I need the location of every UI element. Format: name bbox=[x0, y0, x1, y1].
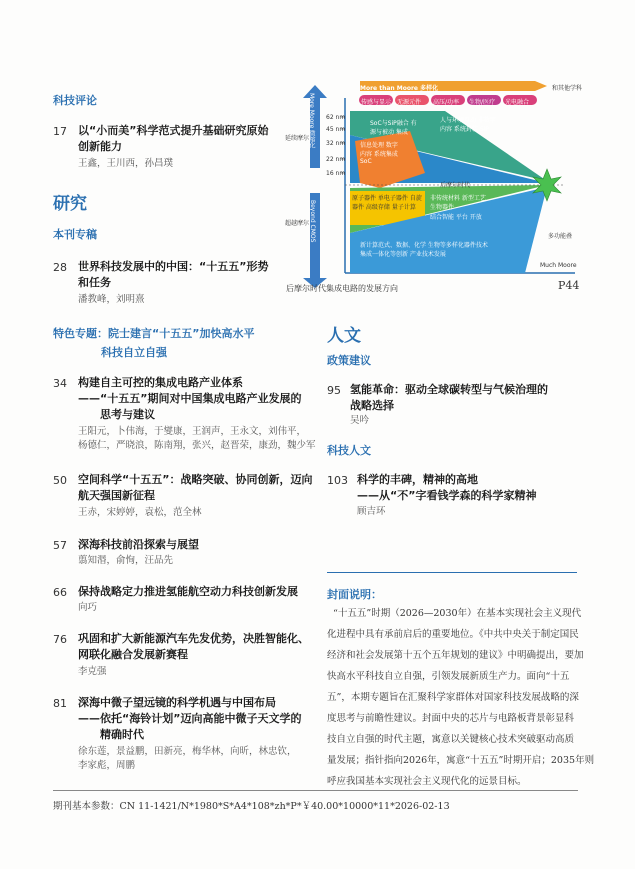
article-number: 76 bbox=[53, 633, 67, 646]
article-authors: 吴吟 bbox=[350, 415, 370, 426]
article-title[interactable]: 科学的丰碑，精神的高地 ——从“不”字看钱学森的科学家精神 bbox=[357, 473, 537, 502]
section-special-topic: 特色专题：院士建言“十五五”加快高水平 科技自立自强 bbox=[53, 327, 255, 359]
section-research: 研究 bbox=[53, 194, 87, 214]
tick-label: 45 nm bbox=[326, 126, 346, 133]
article-title[interactable]: 巩固和扩大新能源汽车先发优势，决胜智能化、 网联化融合发展新赛程 bbox=[78, 632, 309, 661]
figure-caption: 后摩尔时代集成电路的发展方向 bbox=[286, 284, 398, 293]
article-authors: 王阳元，卜伟海，于燮康，王润声，王永文，刘伟平， 杨德仁，严晓浪，陈南翔，张兴，赵晋荣，康劲，魏少军 bbox=[78, 426, 316, 451]
section-humanities: 人文 bbox=[327, 326, 361, 346]
cover-line: 五”，本期专题旨在汇聚科学家群体对国家科技发展战略的深 bbox=[327, 692, 579, 703]
section-policy: 政策建议 bbox=[327, 354, 371, 367]
article-authors: 王鑫，王川西，孙昌璞 bbox=[78, 158, 174, 169]
cover-line: 呼应我国基本实现社会主义现代化的远景目标。 bbox=[327, 776, 527, 787]
orange-block-label: 信息处理 数字内容 系统集成 SoC bbox=[360, 142, 398, 165]
article-number: 81 bbox=[53, 697, 67, 710]
article-authors: 潘教峰，刘明熹 bbox=[78, 294, 145, 305]
article-authors: 顾吉环 bbox=[357, 506, 386, 517]
green-block-label: 人与环境互动 非数字内容 系统封装 SiP bbox=[440, 117, 496, 133]
article-number: 57 bbox=[53, 539, 67, 552]
blue-block-label: SoC与SiP融合 有源与被动 集成 bbox=[370, 120, 417, 136]
section-tech-review: 科技评论 bbox=[53, 94, 97, 107]
article-title[interactable]: 深海科技前沿探索与展望 bbox=[78, 538, 199, 551]
yellow-block-label: 原子器件 单电子器件 自旋器件 高级存储 量子计算 bbox=[352, 195, 422, 211]
blue-bottom-label: 新计算范式、数据、化学 生物等多样化器件技术 集成一体化等创新 产业技术发展 bbox=[360, 242, 488, 258]
pill-label: 光电融合 bbox=[505, 99, 530, 106]
x-right-label: Much Moore bbox=[540, 262, 577, 269]
blue-block-label-2: 非传统材料 新型工艺 生物器件 bbox=[430, 195, 486, 211]
right-top-label: 和其他学科 bbox=[552, 85, 583, 92]
footer-rule bbox=[53, 790, 578, 791]
cover-line: 经济和社会发展第十五个五年规划的建议》中明确提出，要加 bbox=[327, 650, 584, 661]
x-mid-label: 多功能叠 bbox=[548, 233, 573, 240]
article-authors: 徐东莲，景益鹏，田新亮，梅华林，向昕，林忠钦， 李家彪，周鹏 bbox=[78, 746, 297, 771]
article-number: 28 bbox=[53, 261, 67, 274]
top-arrow-label: More than Moore 多样化 bbox=[360, 85, 439, 92]
pill-label: 高压/功率 bbox=[433, 99, 460, 106]
article-number: 34 bbox=[53, 377, 67, 390]
article-authors: 李克强 bbox=[78, 666, 107, 677]
article-authors: 王赤，宋婷婷，袁松，范全林 bbox=[78, 507, 202, 518]
article-title[interactable]: 以“小而美”科学范式提升基础研究原始 创新能力 bbox=[78, 124, 269, 153]
cover-line: 化进程中具有承前启后的重要地位。《中共中央关于制定国民 bbox=[327, 629, 579, 640]
article-title[interactable]: 世界科技发展中的中国：“十五五”形势 和任务 bbox=[78, 260, 269, 289]
vertical-label: More Moore 微缩化 bbox=[308, 93, 315, 149]
article-title[interactable]: 氢能革命：驱动全球碳转型与气候治理的 战略选择 bbox=[350, 383, 548, 412]
y-left-label-2: 超越摩尔 bbox=[285, 220, 310, 227]
cover-heading: 封面说明： bbox=[327, 588, 382, 601]
cover-line: “十五五”时期（2026—2030年）在基本实现社会主义现代 bbox=[333, 608, 582, 619]
section-sci-humanities: 科技人文 bbox=[327, 444, 371, 457]
article-title[interactable]: 构建自主可控的集成电路产业体系 ——“十五五”期间对中国集成电路产业发展的 思考与建议 bbox=[78, 376, 302, 421]
article-number: 50 bbox=[53, 474, 67, 487]
pill-label: 生物/医疗 bbox=[469, 99, 496, 106]
cover-line: 量发展；指针指向2026年，寓意“十五五”时期开启；2035年则 bbox=[327, 755, 595, 766]
figure-page-number: P44 bbox=[558, 279, 580, 292]
section-feature: 本刊专稿 bbox=[53, 228, 97, 241]
article-title[interactable]: 保持战略定力推进氢能航空动力科技创新发展 bbox=[78, 585, 298, 598]
post-moore-label: 后摩尔时代 bbox=[440, 182, 471, 189]
pill-label: 无源元件 bbox=[397, 99, 422, 106]
tick-label: 16 nm bbox=[326, 170, 346, 177]
cover-line: 技自立自强的时代主题，寓意以关键核心技术突破驱动高质 bbox=[327, 734, 575, 745]
article-authors: 翦知湣，俞恂，汪品先 bbox=[78, 555, 174, 566]
article-number: 17 bbox=[53, 125, 67, 138]
divider bbox=[327, 572, 577, 573]
article-title[interactable]: 空间科学“十五五”：战略突破、协同创新，迈向 航天强国新征程 bbox=[78, 473, 313, 502]
tick-label: 22 nm bbox=[326, 156, 346, 163]
cover-line: 度思考与前瞻性建议。封面中央的芯片与电路板背景彰显科 bbox=[327, 713, 575, 724]
cover-line: 快高水平科技自立自强，引领发展新质生产力。面向“十五 bbox=[327, 671, 570, 682]
article-number: 103 bbox=[327, 474, 348, 487]
article-authors: 向巧 bbox=[78, 602, 98, 613]
article-title[interactable]: 深海中微子望远镜的科学机遇与中国布局 ——依托“海铃计划”迈向高能中微子天文学的 精确时代 bbox=[78, 696, 302, 741]
article-number: 95 bbox=[327, 384, 341, 397]
vertical-label: Beyond CMOS bbox=[309, 200, 316, 243]
y-left-label: 延续摩尔 bbox=[285, 135, 310, 142]
article-number: 66 bbox=[53, 586, 67, 599]
journal-parameters: 期刊基本参数：CN 11-1421/N*1980*S*A4*108*zh*P*￥40.00*10000*11*2026-02-13 bbox=[53, 801, 450, 812]
pill-label: 传感与显示 bbox=[361, 99, 392, 106]
tick-label: 62 nm bbox=[326, 114, 346, 121]
green-block-label-2: 结合智能 平台 开放 bbox=[430, 214, 482, 221]
tick-label: 32 nm bbox=[326, 140, 346, 147]
